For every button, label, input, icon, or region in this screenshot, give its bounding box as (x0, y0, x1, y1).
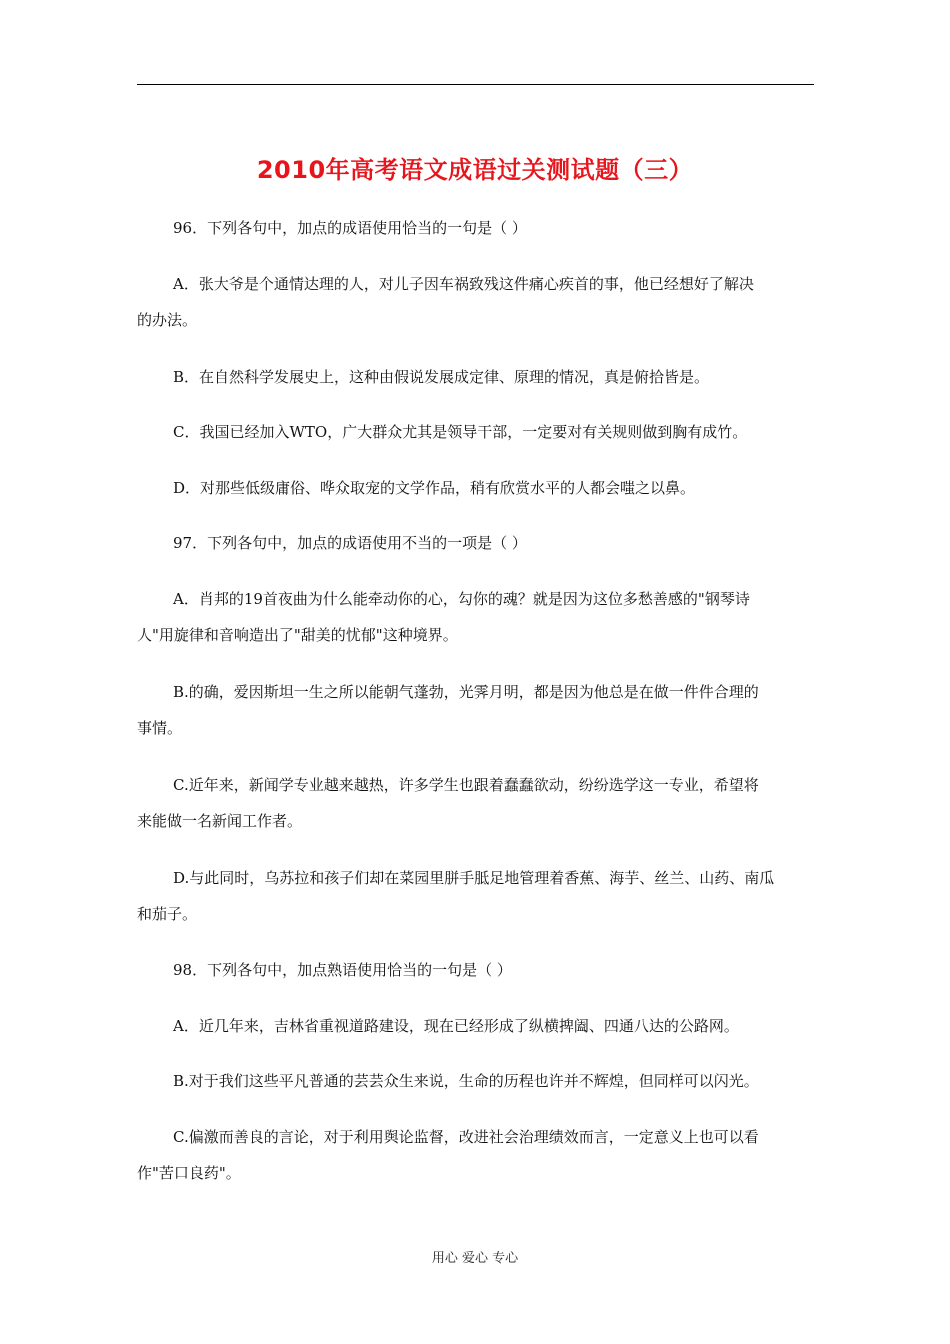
option-line: 人"用旋律和音响造出了"甜美的忧郁"这种境界。 (137, 626, 458, 644)
option-line: D．对那些低级庸俗、哗众取宠的文学作品，稍有欣赏水平的人都会嗤之以鼻。 (173, 479, 696, 497)
option-line: 作"苦口良药"。 (137, 1164, 241, 1182)
question-98-option-b (137, 1063, 817, 1099)
option-line: B．在自然科学发展史上，这种由假说发展成定律、原理的情况，真是俯拾皆是。 (173, 368, 710, 386)
option-line: A．张大爷是个通情达理的人，对儿子因车祸致残这件痛心疾首的事，他已经想好了解决 (173, 275, 754, 293)
question-96-option-b (137, 359, 817, 395)
question-stem-line: 96．下列各句中，加点的成语使用恰当的一句是（ ） (173, 219, 527, 237)
option-line: C.近年来，新闻学专业越来越热，许多学生也跟着蠢蠢欲动，纷纷选学这一专业，希望将 (173, 776, 759, 794)
question-96-stem (137, 210, 817, 246)
option-line: C．我国已经加入WTO，广大群众尤其是领导干部，一定要对有关规则做到胸有成竹。 (173, 423, 748, 441)
question-96-option-a (137, 266, 817, 338)
page-title: 2010年高考语文成语过关测试题（三） (256, 156, 694, 184)
option-line: C.偏激而善良的言论，对于利用舆论监督，改进社会治理绩效而言，一定意义上也可以看 (173, 1128, 759, 1146)
option-line: 来能做一名新闻工作者。 (137, 812, 303, 830)
question-97-stem (137, 525, 817, 561)
question-98-option-c (137, 1119, 817, 1191)
page-footer: 用心 爱心 专心 (431, 1251, 519, 1266)
option-line: 事情。 (137, 719, 183, 737)
option-line: 的办法。 (137, 311, 198, 329)
question-97-option-d (137, 860, 817, 932)
option-line: B.对于我们这些平凡普通的芸芸众生来说，生命的历程也许并不辉煌，但同样可以闪光。 (173, 1072, 759, 1090)
question-97-option-a (137, 581, 817, 653)
question-96-option-d (137, 470, 817, 506)
option-line: B.的确，爱因斯坦一生之所以能朝气蓬勃，光霁月明，都是因为他总是在做一件件合理的 (173, 683, 759, 701)
question-96-option-c (137, 414, 817, 450)
option-line: A．肖邦的19首夜曲为什么能牵动你的心，勾你的魂？就是因为这位多愁善感的"钢琴诗 (173, 590, 750, 608)
question-98-option-a (137, 1008, 817, 1044)
question-98-stem (137, 952, 817, 988)
question-97-option-b (137, 674, 817, 746)
option-line: 和茄子。 (137, 905, 198, 923)
question-stem-line: 97．下列各句中，加点的成语使用不当的一项是（ ） (173, 534, 527, 552)
header-rule (137, 84, 814, 85)
question-stem-line: 98．下列各句中，加点熟语使用恰当的一句是（ ） (173, 961, 512, 979)
option-line: A．近几年来，吉林省重视道路建设，现在已经形成了纵横捭阖、四通八达的公路网。 (173, 1017, 739, 1035)
option-line: D.与此同时，乌苏拉和孩子们却在菜园里胼手胝足地管理着香蕉、海芋、丝兰、山药、南瓜 (173, 869, 775, 887)
question-97-option-c (137, 767, 817, 839)
